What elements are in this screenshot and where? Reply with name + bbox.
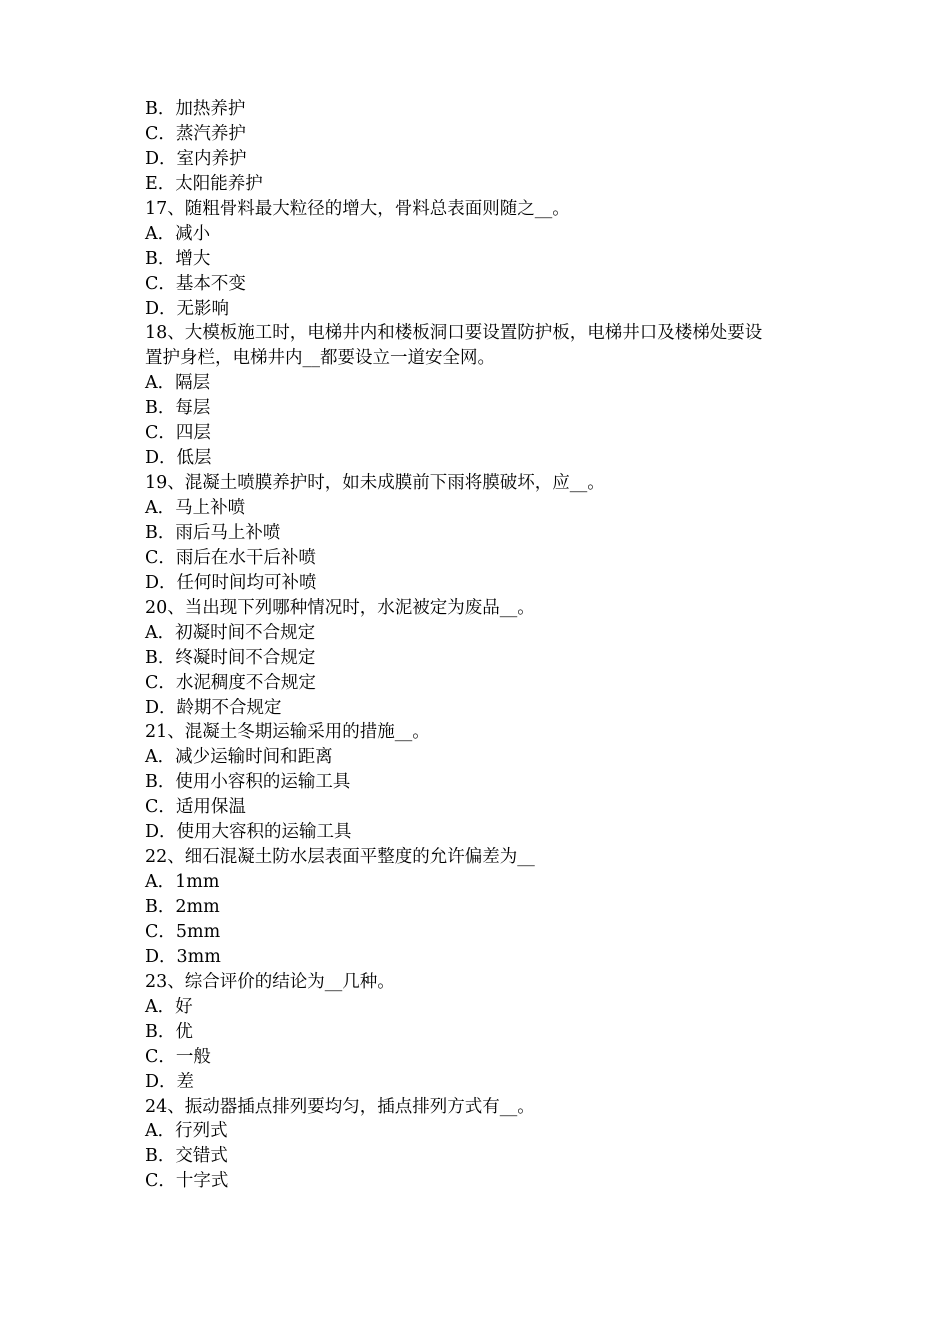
question-text-line: 18、大模板施工时，电梯井内和楼板洞口要设置防护板，电梯井口及楼梯处要设 — [145, 323, 763, 344]
question-text-line: 24、振动器插点排列要均匀，插点排列方式有__。 — [145, 1096, 535, 1117]
answer-option-line: B．优 — [145, 1021, 193, 1042]
answer-option-line: A．1mm — [145, 872, 220, 893]
answer-option-line: A．初凝时间不合规定 — [145, 622, 316, 643]
answer-option-line: B．加热养护 — [145, 99, 246, 119]
answer-option-line: D．使用大容积的运输工具 — [145, 822, 352, 843]
question-text-line: 21、混凝土冬期运输采用的措施__。 — [145, 722, 430, 743]
question-text-line: 19、混凝土喷膜养护时，如未成膜前下雨将膜破坏，应__。 — [145, 473, 605, 494]
question-text-line: 23、综合评价的结论为__几种。 — [145, 971, 395, 992]
question-text-line: 17、随粗骨料最大粒径的增大，骨料总表面则随之__。 — [145, 198, 570, 219]
answer-option-line: C．蒸汽养护 — [145, 123, 246, 144]
answer-option-line: A．好 — [145, 996, 193, 1017]
answer-option-line: B．增大 — [145, 248, 211, 269]
answer-option-line: A．行列式 — [145, 1121, 228, 1142]
question-text-line: 22、细石混凝土防水层表面平整度的允许偏差为__ — [145, 847, 535, 868]
answer-option-line: C．水泥稠度不合规定 — [145, 672, 316, 693]
answer-option-line: A．减小 — [145, 223, 211, 244]
answer-option-line: A．隔层 — [145, 373, 211, 394]
answer-option-line: D．龄期不合规定 — [145, 697, 282, 718]
question-text-line: 20、当出现下列哪种情况时，水泥被定为废品__。 — [145, 597, 535, 618]
answer-option-line: C．一般 — [145, 1046, 211, 1067]
answer-option-line: B．使用小容积的运输工具 — [145, 772, 351, 793]
exam-text-block — [145, 97, 815, 1194]
answer-option-line: C．适用保温 — [145, 797, 246, 818]
answer-option-line: C．雨后在水干后补喷 — [145, 547, 316, 568]
answer-option-line: B．交错式 — [145, 1146, 228, 1167]
answer-option-line: C．基本不变 — [145, 273, 246, 294]
answer-option-line: C．十字式 — [145, 1171, 229, 1192]
answer-option-line: B．2mm — [145, 897, 220, 917]
answer-option-line: C．5mm — [145, 921, 221, 942]
answer-option-line: A．马上补喷 — [145, 498, 246, 518]
answer-option-line: B．每层 — [145, 398, 211, 419]
answer-option-line: C．四层 — [145, 423, 211, 444]
answer-option-line: D．低层 — [145, 448, 212, 469]
answer-option-line: D．差 — [145, 1071, 195, 1092]
answer-option-line: E．太阳能养护 — [145, 173, 263, 194]
answer-option-line: B．终凝时间不合规定 — [145, 647, 316, 668]
answer-option-line: D．3mm — [145, 946, 221, 967]
answer-option-line: D．任何时间均可补喷 — [145, 572, 317, 593]
answer-option-line: A．减少运输时间和距离 — [145, 747, 333, 768]
question-text-line: 置护身栏，电梯井内__都要设立一道安全网。 — [145, 348, 495, 369]
answer-option-line: B．雨后马上补喷 — [145, 522, 281, 543]
answer-option-line: D．室内养护 — [145, 148, 247, 169]
answer-option-line: D．无影响 — [145, 298, 230, 319]
